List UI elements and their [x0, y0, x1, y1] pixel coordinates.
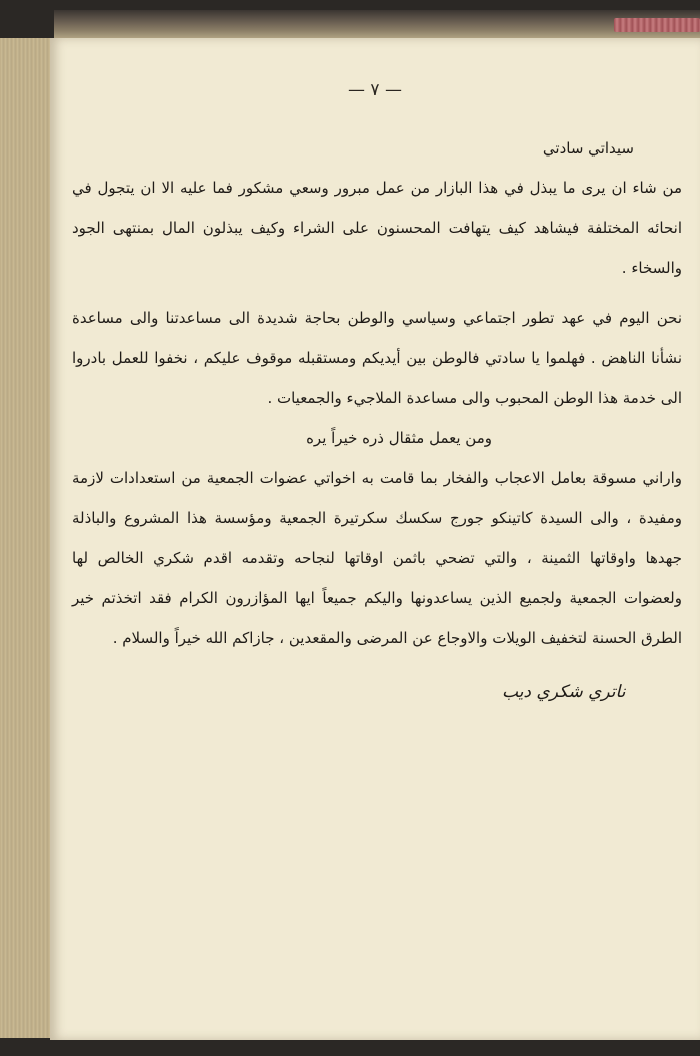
paragraph-2: نحن اليوم في عهد تطور اجتماعي وسياسي والوطن بحاجة شديدة الى مساعدتنا والى مساعدة نشأنا الناهض . فهلموا يا سادتي فالوطن بين أيديكم ومستقبله موقوف عليكم ، نخفوا للعمل بادروا الى خدمة هذا الوطن المحبوب والى مساعدة الملاجيء والجمعيات .: [72, 309, 682, 407]
letter-body: [72, 128, 682, 712]
signature-line: [72, 672, 682, 712]
salutation: سيداتي سادتي: [542, 139, 634, 157]
bookmark-ribbon: [614, 18, 700, 32]
quote: ومن يعمل مثقال ذره خيراً يره: [306, 429, 492, 447]
paragraph-3: واراني مسوقة بعامل الاعجاب والفخار بما قامت به اخواتي عضوات الجمعية من استعدادات لازمة ومفيدة ، والى السيدة كاتينكو جورج سكسك سكرتيرة الجمعية ومؤسسة هذا المشروع والباذلة جهدها واوقاتها الثمينة ، والتي تضحي باثمن اوقاتها لنجاحه وتقدمه اقدم شكري الخالص لها ولعضوات الجمعية ولجميع الذين يساعدونها واليكم جميعاً ايها المؤازرون الكرام فقد اتخذتم خير الطرق الحسنة لتخفيف الويلات والاوجاع عن المرضى والمقعدين ، جازاكم الله خيراً والسلام .: [72, 469, 682, 647]
book-top-edge: [54, 10, 700, 40]
paragraph-1: من شاء ان يرى ما يبذل في هذا البازار من عمل مبرور وسعي مشكور فما عليه الا ان يتجول في انحائه المختلفة فيشاهد كيف يتهافت المحسنون على الشراء وكيف يبذلون المال بمنتهى الجود والسخاء .: [72, 179, 682, 277]
book-page: [50, 38, 700, 1040]
page-number: — ٧ —: [348, 80, 402, 100]
signature: ناتري شكري ديب: [502, 682, 626, 702]
page-edges: [0, 38, 54, 1038]
